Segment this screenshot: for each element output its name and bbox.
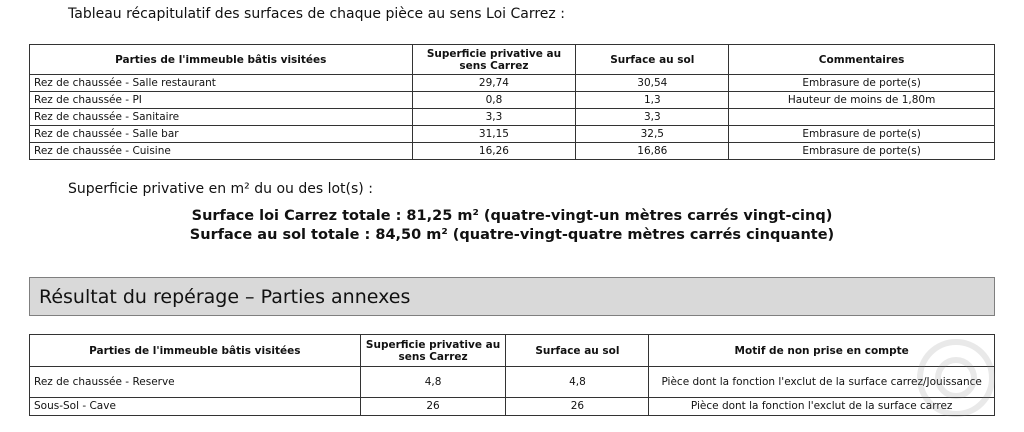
header-surface-sol: Surface au sol — [576, 45, 729, 75]
table-row — [30, 398, 995, 416]
cell-carrez: 29,74 — [412, 75, 576, 92]
cell-commentaire: Hauteur de moins de 1,80m — [729, 92, 995, 109]
table-row — [30, 109, 995, 126]
totals-block — [0, 207, 1024, 245]
header-superficie-carrez: Superficie privative au sens Carrez — [412, 45, 576, 75]
header-superficie-carrez: Superficie privative au sens Carrez — [360, 335, 506, 367]
cell-partie: Sous-Sol - Cave — [30, 398, 361, 416]
cell-carrez: 26 — [360, 398, 506, 416]
carrez-surfaces-table — [29, 44, 995, 160]
table-row — [30, 367, 995, 398]
header-parties: Parties de l'immeuble bâtis visitées — [30, 335, 361, 367]
header-parties: Parties de l'immeuble bâtis visitées — [30, 45, 413, 75]
cell-partie: Rez de chaussée - Salle bar — [30, 126, 413, 143]
cell-carrez: 4,8 — [360, 367, 506, 398]
section-title: Résultat du repérage – Parties annexes — [39, 286, 411, 308]
header-commentaires: Commentaires — [729, 45, 995, 75]
cell-carrez: 31,15 — [412, 126, 576, 143]
cell-partie: Rez de chaussée - Reserve — [30, 367, 361, 398]
cell-commentaire: Embrasure de porte(s) — [729, 75, 995, 92]
header-surface-sol: Surface au sol — [506, 335, 649, 367]
cell-sol: 30,54 — [576, 75, 729, 92]
annexes-table — [29, 334, 995, 416]
cell-commentaire: Embrasure de porte(s) — [729, 126, 995, 143]
cell-motif: Pièce dont la fonction l'exclut de la surface carrez/Jouissance — [649, 367, 995, 398]
cell-partie: Rez de chaussée - PI — [30, 92, 413, 109]
section-header — [29, 277, 995, 316]
table-header-row — [30, 335, 995, 367]
cell-carrez: 3,3 — [412, 109, 576, 126]
cell-carrez: 0,8 — [412, 92, 576, 109]
cell-sol: 16,86 — [576, 143, 729, 160]
total-carrez: Surface loi Carrez totale : 81,25 m² (quatre-vingt-un mètres carrés vingt-cinq) — [191, 208, 833, 224]
intro-text: Tableau récapitulatif des surfaces de chaque pièce au sens Loi Carrez : — [68, 6, 565, 22]
total-sol: Surface au sol totale : 84,50 m² (quatre-vingt-quatre mètres carrés cinquante) — [189, 227, 835, 243]
cell-sol: 3,3 — [576, 109, 729, 126]
cell-partie: Rez de chaussée - Salle restaurant — [30, 75, 413, 92]
header-motif: Motif de non prise en compte — [649, 335, 995, 367]
cell-sol: 1,3 — [576, 92, 729, 109]
cell-commentaire: Embrasure de porte(s) — [729, 143, 995, 160]
cell-partie: Rez de chaussée - Sanitaire — [30, 109, 413, 126]
cell-sol: 26 — [506, 398, 649, 416]
cell-sol: 4,8 — [506, 367, 649, 398]
table-row — [30, 126, 995, 143]
cell-carrez: 16,26 — [412, 143, 576, 160]
table-row — [30, 75, 995, 92]
cell-partie: Rez de chaussée - Cuisine — [30, 143, 413, 160]
table-header-row — [30, 45, 995, 75]
lot-superficie-label: Superficie privative en m² du ou des lot(s) : — [68, 181, 373, 197]
cell-sol: 32,5 — [576, 126, 729, 143]
table-row — [30, 143, 995, 160]
table-row — [30, 92, 995, 109]
cell-motif: Pièce dont la fonction l'exclut de la surface carrez — [649, 398, 995, 416]
cell-commentaire — [729, 109, 995, 126]
